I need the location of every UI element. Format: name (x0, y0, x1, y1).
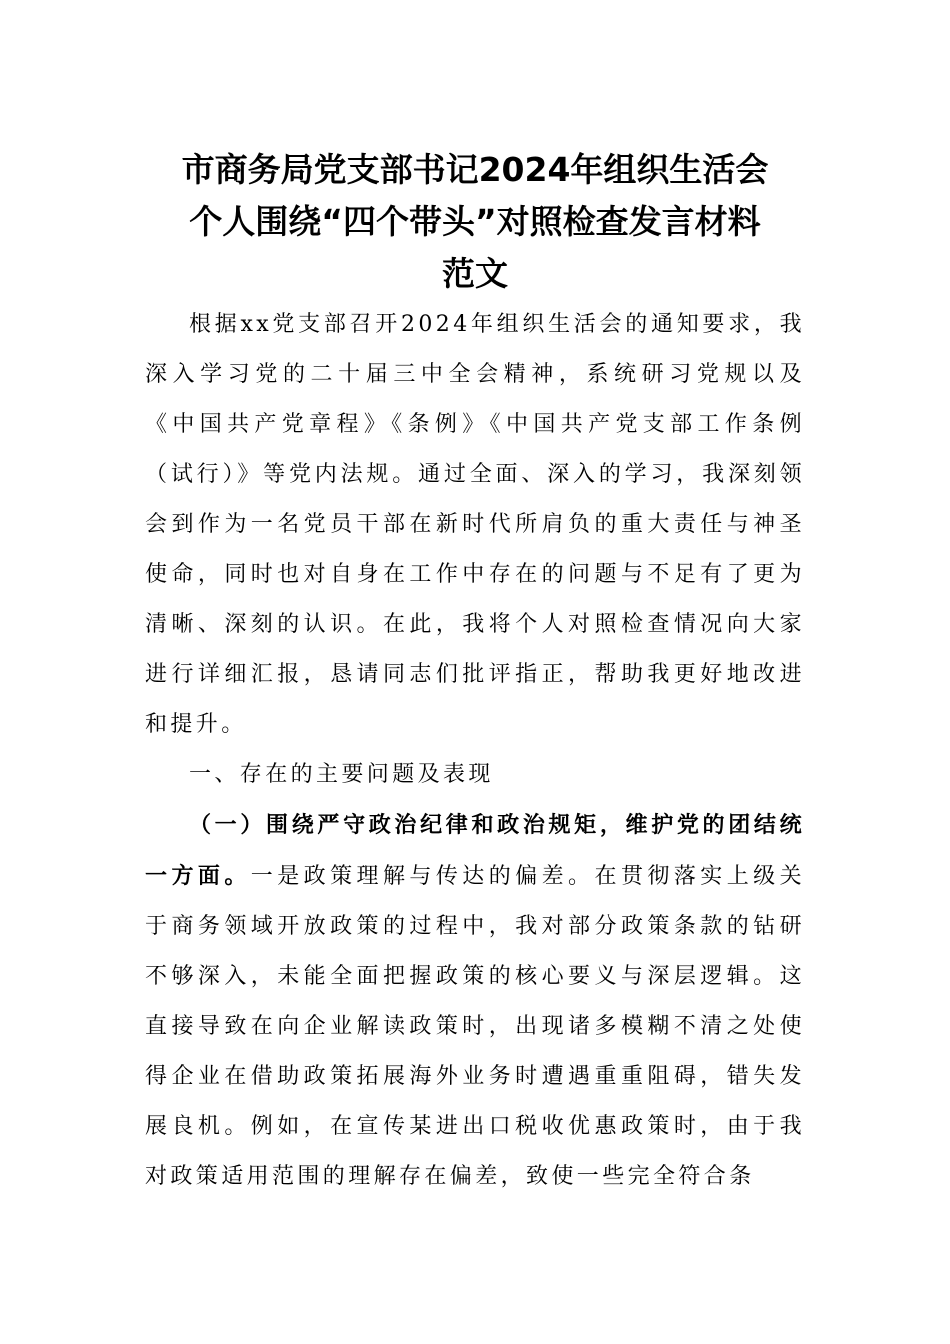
title-line-1: 市商务局党支部书记2024年组织生活会 (181, 150, 769, 189)
document-title (140, 144, 810, 300)
subsection-paragraph (145, 800, 805, 1202)
subsection-heading: （一）围绕严守政治纪律和政治规矩，维护党的团结统一方面。 (145, 812, 805, 889)
document-body (145, 300, 805, 1202)
title-line-2: 个人围绕“四个带头”对照检查发言材料 (189, 202, 761, 241)
section-heading: 一、存在的主要问题及表现 (189, 762, 494, 787)
subsection-body: 一是政策理解与传达的偏差。在贯彻落实上级关于商务领域开放政策的过程中，我对部分政策条款的钻研不够深入，未能全面把握政策的核心要义与深层逻辑。这直接导致在向企业解读政策时，出现诸多模糊不清之处使得企业在借助政策拓展海外业务时遭遇重重阻碍，错失发展良机。例如，在宣传某进出口税收优惠政策时，由于我对政策适用范围的理解存在偏差，致使一些完全符合条 (145, 864, 805, 1189)
intro-paragraph: 根据xx党支部召开2024年组织生活会的通知要求，我深入学习党的二十届三中全会精神，系统研习党规以及《中国共产党章程》《条例》《中国共产党支部工作条例（试行）》等党内法规。通过全面、深入的学习，我深刻领会到作为一名党员干部在新时代所肩负的重大责任与神圣使命，同时也对自身在工作中存在的问题与不足有了更为清晰、深刻的认识。在此，我将个人对照检查情况向大家进行详细汇报，恳请同志们批评指正，帮助我更好地改进和提升。 (145, 312, 805, 737)
title-line-3: 范文 (442, 254, 508, 293)
